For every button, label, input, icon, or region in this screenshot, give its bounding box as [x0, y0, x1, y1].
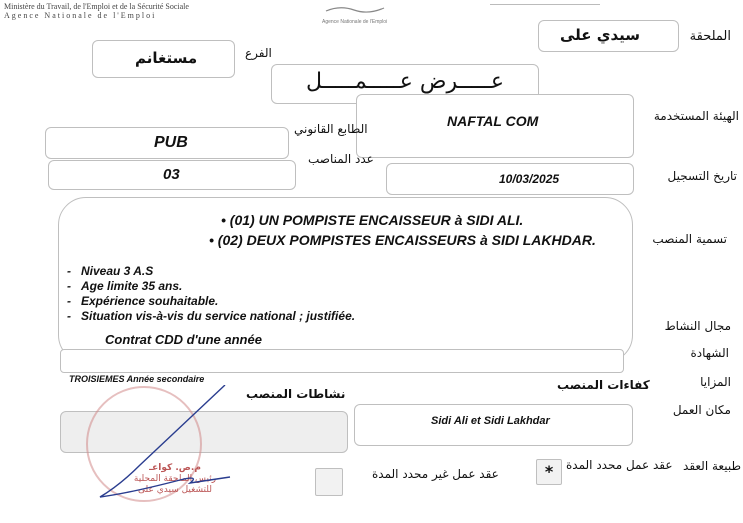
logo-icon	[322, 5, 388, 15]
workplace-label: مكان العمل	[672, 403, 731, 417]
workplace-field[interactable]	[354, 404, 633, 446]
certificate-field[interactable]	[60, 349, 624, 384]
post-details-box	[58, 197, 633, 363]
legal-value: PUB	[154, 134, 188, 151]
branch-value: مستغانم	[135, 49, 198, 67]
certificate-label: الشهادة	[690, 346, 729, 360]
cdi-label: عقد عمل غير محدد المدة	[372, 467, 499, 481]
employer-value: NAFTAL COM	[447, 113, 539, 129]
stamp-line: للتشغيل سيدي على	[138, 485, 212, 495]
agency-label: الملحقة	[689, 29, 731, 44]
cdd-mark: *	[544, 462, 554, 481]
activities-label: نشاطات المنصب	[246, 387, 346, 401]
positions-count-label: عدد المناصب	[308, 152, 374, 166]
branch-label: الفرع	[245, 46, 272, 60]
cdi-checkbox[interactable]	[315, 468, 343, 496]
requirement-item: - Niveau 3 A.S	[67, 264, 154, 278]
requirement-item: - Age limite 35 ans.	[67, 279, 183, 293]
requirements-list	[67, 264, 355, 324]
post-item: • (01) UN POMPISTE ENCAISSEUR à SIDI ALI.	[221, 212, 524, 228]
cdd-label: عقد عمل محدد المدة	[566, 458, 673, 472]
signature-icon	[80, 385, 250, 505]
reg-date-label: تاريخ التسجيل	[667, 169, 737, 183]
post-item: • (02) DEUX POMPISTES ENCAISSEURS à SIDI LAKHDAR.	[209, 232, 596, 248]
advantages-label: المزايا	[700, 375, 731, 389]
header-line	[490, 4, 600, 5]
header-agency: Agence Nationale de l'Emploi	[4, 11, 157, 20]
reg-date-field[interactable]	[386, 163, 634, 195]
requirement-item: - Situation vis-à-vis du service national ; justifiée.	[67, 309, 356, 323]
cdd-checkbox[interactable]	[536, 459, 562, 485]
branch-field[interactable]	[92, 40, 235, 78]
requirement-item: - Expérience souhaitable.	[67, 294, 219, 308]
agency-value: سيدي على	[559, 26, 640, 44]
post-name-label: تسمية المنصب	[652, 232, 727, 246]
header-ministry: Ministère du Travail, de l'Emploi et de la Sécurité Sociale	[4, 2, 189, 11]
workplace-value: Sidi Ali et Sidi Lakhdar	[431, 415, 550, 427]
employer-label: الهيئة المستخدمة	[653, 109, 739, 123]
agency-logo-text: Agence Nationale de l'Emploi	[322, 19, 388, 25]
contract-type-label: طبيعة العقد	[683, 459, 741, 473]
positions-count-value: 03	[163, 166, 180, 183]
skills-label: كفاءات المنصب	[557, 378, 650, 392]
post-list	[209, 210, 596, 250]
certificate-value: TROISIEMES Année secondaire	[69, 374, 205, 384]
activity-field-label: مجال النشاط	[664, 319, 731, 333]
form-title: عـــــرض عـــــمـــــل	[305, 69, 505, 94]
reg-date-value: 10/03/2025	[499, 172, 560, 186]
contract-note: Contrat CDD d'une année	[105, 332, 262, 347]
agency-logo	[322, 0, 388, 25]
positions-count-field[interactable]	[48, 160, 296, 190]
stamp-line: رئيس الملحقة المحلية	[133, 474, 217, 484]
agency-field[interactable]	[538, 20, 679, 52]
legal-field[interactable]	[45, 127, 289, 159]
legal-label: الطابع القانوني	[294, 122, 368, 136]
employer-field[interactable]	[356, 94, 634, 158]
stamp-line: م.ص. كواعـ	[149, 463, 201, 473]
